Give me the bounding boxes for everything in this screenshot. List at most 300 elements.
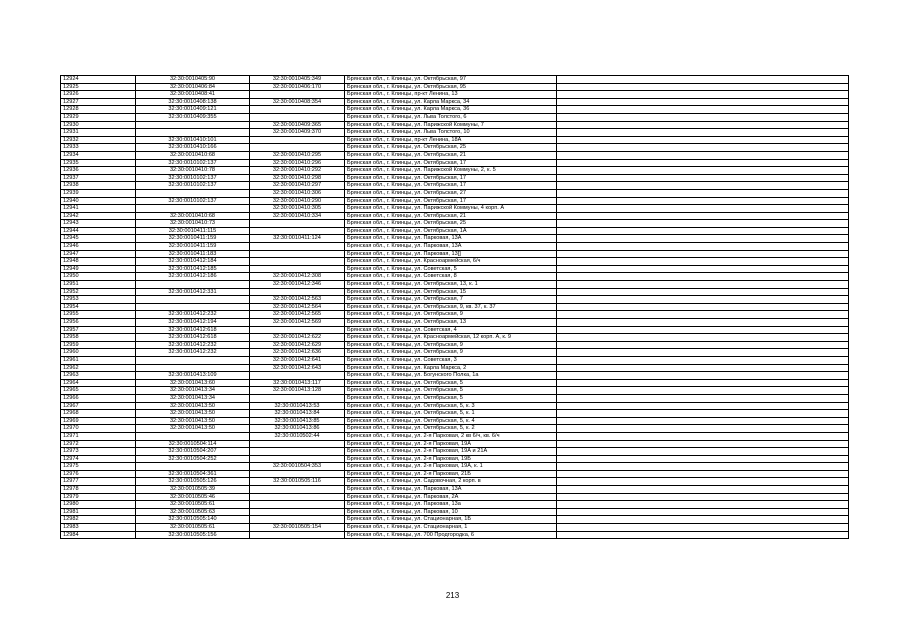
row-number-cell: 12949: [61, 265, 136, 273]
empty-cell: [557, 296, 849, 304]
table-row: [61, 356, 849, 364]
row-number-cell: 12960: [61, 349, 136, 357]
cadastral-parcel-cell: 32:30:0010412:618: [136, 326, 250, 334]
table-row: [61, 402, 849, 410]
cadastral-object-cell: 32:30:0010413:84: [250, 410, 345, 418]
table-row: [61, 91, 849, 99]
table-row: [61, 311, 849, 319]
empty-cell: [557, 493, 849, 501]
table-row: [61, 136, 849, 144]
empty-cell: [557, 470, 849, 478]
table-row: [61, 167, 849, 175]
table-row: [61, 486, 849, 494]
address-cell: Брянская обл., г. Клинцы, ул. Октябрьская, 17: [345, 174, 557, 182]
row-number-cell: 12932: [61, 136, 136, 144]
cadastral-object-cell: 32:30:0010410:296: [250, 159, 345, 167]
row-number-cell: 12954: [61, 303, 136, 311]
cadastral-object-cell: 32:30:0010409:365: [250, 121, 345, 129]
empty-cell: [557, 303, 849, 311]
table-row: [61, 76, 849, 84]
table-row: [61, 197, 849, 205]
cadastral-parcel-cell: 32:30:0010411:159: [136, 243, 250, 251]
cadastral-object-cell: 32:30:0010412:565: [250, 311, 345, 319]
empty-cell: [557, 83, 849, 91]
cadastral-object-cell: 32:30:0010413:128: [250, 387, 345, 395]
table-row: [61, 159, 849, 167]
cadastral-parcel-cell: 32:30:0010409:355: [136, 113, 250, 121]
empty-cell: [557, 129, 849, 137]
table-row: [61, 121, 849, 129]
table-row: [61, 394, 849, 402]
cadastral-parcel-cell: 32:30:0010412:194: [136, 319, 250, 327]
cadastral-object-cell: 32:30:0010410:292: [250, 167, 345, 175]
address-cell: Брянская обл., г. Клинцы, ул. Октябрьская, 25: [345, 220, 557, 228]
cadastral-parcel-cell: 32:30:0010413:50: [136, 410, 250, 418]
cadastral-parcel-cell: 32:30:0010411:115: [136, 227, 250, 235]
row-number-cell: 12962: [61, 364, 136, 372]
row-number-cell: 12979: [61, 493, 136, 501]
cadastral-parcel-cell: 32:30:0010405:90: [136, 76, 250, 84]
cadastral-parcel-cell: 32:30:0010412:232: [136, 349, 250, 357]
empty-cell: [557, 91, 849, 99]
table-row: [61, 326, 849, 334]
address-cell: Брянская обл., г. Клинцы, ул. Октябрьская, 5: [345, 394, 557, 402]
empty-cell: [557, 372, 849, 380]
empty-cell: [557, 159, 849, 167]
table-row: [61, 273, 849, 281]
row-number-cell: 12938: [61, 182, 136, 190]
cadastral-object-cell: [250, 144, 345, 152]
row-number-cell: 12983: [61, 524, 136, 532]
table-row: [61, 463, 849, 471]
row-number-cell: 12936: [61, 167, 136, 175]
cadastral-parcel-cell: 32:30:0010413:34: [136, 387, 250, 395]
cadastral-parcel-cell: 32:30:0010505:63: [136, 508, 250, 516]
row-number-cell: 12934: [61, 151, 136, 159]
address-cell: Брянская обл., г. Клинцы, ул. Октябрьская, 17: [345, 182, 557, 190]
empty-cell: [557, 455, 849, 463]
table-row: [61, 432, 849, 440]
cadastral-object-cell: [250, 227, 345, 235]
cadastral-object-cell: 32:30:0010409:370: [250, 129, 345, 137]
address-cell: Брянская обл., г. Клинцы, ул. Октябрьская, 5, к. 4: [345, 417, 557, 425]
empty-cell: [557, 212, 849, 220]
cadastral-parcel-cell: 32:30:0010406:84: [136, 83, 250, 91]
row-number-cell: 12952: [61, 288, 136, 296]
cadastral-object-cell: 32:30:0010405:349: [250, 76, 345, 84]
empty-cell: [557, 235, 849, 243]
address-cell: Брянская обл., г. Клинцы, ул. Октябрьская, 21: [345, 151, 557, 159]
cadastral-parcel-cell: 32:30:0010411:159: [136, 235, 250, 243]
cadastral-parcel-cell: 32:30:0010412:184: [136, 258, 250, 266]
address-cell: Брянская обл., г. Клинцы, ул. Парковая, 13а: [345, 501, 557, 509]
cadastral-parcel-cell: [136, 205, 250, 213]
cadastral-parcel-cell: 32:30:0010102:137: [136, 159, 250, 167]
empty-cell: [557, 417, 849, 425]
empty-cell: [557, 349, 849, 357]
cadastral-parcel-cell: 32:30:0010504:252: [136, 455, 250, 463]
table-row: [61, 455, 849, 463]
cadastral-parcel-cell: 32:30:0010412:232: [136, 311, 250, 319]
cadastral-object-cell: 32:30:0010412:622: [250, 334, 345, 342]
table-row: [61, 410, 849, 418]
cadastral-parcel-cell: 32:30:0010412:186: [136, 273, 250, 281]
table-row: [61, 174, 849, 182]
table-row: [61, 417, 849, 425]
address-cell: Брянская обл., г. Клинцы, ул. Советская, 8: [345, 273, 557, 281]
empty-cell: [557, 174, 849, 182]
table-row: [61, 144, 849, 152]
empty-cell: [557, 326, 849, 334]
cadastral-object-cell: [250, 455, 345, 463]
cadastral-object-cell: 32:30:0010406:170: [250, 83, 345, 91]
cadastral-object-cell: [250, 448, 345, 456]
address-cell: Брянская обл., г. Клинцы, ул. Октябрьская, 9: [345, 349, 557, 357]
table-row: [61, 319, 849, 327]
address-cell: Брянская обл., г. Клинцы, ул. Парковая, 2А: [345, 493, 557, 501]
empty-cell: [557, 281, 849, 289]
address-cell: Брянская обл., г. Клинцы, ул. Богунского Полка, 1а: [345, 372, 557, 380]
address-cell: Брянская обл., г. Клинцы, ул. Октябрьская, 13: [345, 319, 557, 327]
address-cell: Брянская обл., г. Клинцы, пр-кт Ленина, 13: [345, 91, 557, 99]
address-cell: Брянская обл., г. Клинцы, ул. 2-я Парковая, 2 кв 6/ч, кв. 6/ч: [345, 432, 557, 440]
table-row: [61, 129, 849, 137]
table-row: [61, 113, 849, 121]
cadastral-object-cell: 32:30:0010504:353: [250, 463, 345, 471]
address-cell: Брянская обл., г. Клинцы, ул. Октябрьская, 17: [345, 159, 557, 167]
table-row: [61, 243, 849, 251]
row-number-cell: 12956: [61, 319, 136, 327]
empty-cell: [557, 341, 849, 349]
cadastral-parcel-cell: 32:30:0010505:156: [136, 531, 250, 539]
address-cell: Брянская обл., г. Клинцы, ул. 2-я Парковая, 19А и 21А: [345, 448, 557, 456]
row-number-cell: 12933: [61, 144, 136, 152]
cadastral-object-cell: [250, 470, 345, 478]
table-row: [61, 296, 849, 304]
row-number-cell: 12926: [61, 91, 136, 99]
row-number-cell: 12955: [61, 311, 136, 319]
address-cell: Брянская обл., г. Клинцы, ул. Парижской Коммуны, 7: [345, 121, 557, 129]
cadastral-parcel-cell: 32:30:0010408:138: [136, 98, 250, 106]
cadastral-object-cell: 32:30:0010412:564: [250, 303, 345, 311]
cadastral-object-cell: [250, 486, 345, 494]
cadastral-parcel-cell: [136, 356, 250, 364]
table-row: [61, 189, 849, 197]
address-cell: Брянская обл., г. Клинцы, ул. Советская, 3: [345, 356, 557, 364]
table-row: [61, 379, 849, 387]
row-number-cell: 12964: [61, 379, 136, 387]
address-cell: Брянская обл., г. Клинцы, ул. Садовочная, 2 корп. в: [345, 478, 557, 486]
row-number-cell: 12981: [61, 508, 136, 516]
empty-cell: [557, 364, 849, 372]
table-row: [61, 235, 849, 243]
table-row: [61, 220, 849, 228]
cadastral-parcel-cell: 32:30:0010505:61: [136, 524, 250, 532]
address-cell: Брянская обл., г. Клинцы, ул. Октябрьская, 95: [345, 83, 557, 91]
cadastral-object-cell: 32:30:0010505:154: [250, 524, 345, 532]
row-number-cell: 12958: [61, 334, 136, 342]
cadastral-object-cell: 32:30:0010505:116: [250, 478, 345, 486]
empty-cell: [557, 356, 849, 364]
row-number-cell: 12972: [61, 440, 136, 448]
cadastral-object-cell: [250, 288, 345, 296]
table-row: [61, 265, 849, 273]
row-number-cell: 12942: [61, 212, 136, 220]
address-cell: Брянская обл., г. Клинцы, ул. Октябрьская, 1А: [345, 227, 557, 235]
empty-cell: [557, 189, 849, 197]
address-cell: Брянская обл., г. Клинцы, ул. Октябрьская, 21: [345, 212, 557, 220]
address-cell: Брянская обл., г. Клинцы, ул. Льва Толстого, 10: [345, 129, 557, 137]
cadastral-parcel-cell: [136, 129, 250, 137]
address-cell: Брянская обл., г. Клинцы, ул. Парковая, 10: [345, 508, 557, 516]
empty-cell: [557, 273, 849, 281]
address-cell: Брянская обл., г. Клинцы, ул. Парижской Коммуны, 2, к. 5: [345, 167, 557, 175]
table-row: [61, 531, 849, 539]
cadastral-object-cell: 32:30:0010408:354: [250, 98, 345, 106]
cadastral-parcel-cell: 32:30:0010413:50: [136, 425, 250, 433]
address-cell: Брянская обл., г. Клинцы, ул. 2-я Парковая, 19А, к. 1: [345, 463, 557, 471]
cadastral-parcel-cell: [136, 189, 250, 197]
cadastral-object-cell: [250, 265, 345, 273]
row-number-cell: 12967: [61, 402, 136, 410]
empty-cell: [557, 121, 849, 129]
row-number-cell: 12953: [61, 296, 136, 304]
table-row: [61, 501, 849, 509]
empty-cell: [557, 197, 849, 205]
cadastral-object-cell: 32:30:0010412:563: [250, 296, 345, 304]
row-number-cell: 12970: [61, 425, 136, 433]
row-number-cell: 12965: [61, 387, 136, 395]
register-table: [60, 75, 849, 539]
row-number-cell: 12950: [61, 273, 136, 281]
table-row: [61, 493, 849, 501]
row-number-cell: 12957: [61, 326, 136, 334]
row-number-cell: 12928: [61, 106, 136, 114]
cadastral-object-cell: [250, 531, 345, 539]
empty-cell: [557, 227, 849, 235]
cadastral-parcel-cell: 32:30:0010412:618: [136, 334, 250, 342]
cadastral-object-cell: [250, 258, 345, 266]
cadastral-parcel-cell: 32:30:0010408:41: [136, 91, 250, 99]
empty-cell: [557, 250, 849, 258]
row-number-cell: 12978: [61, 486, 136, 494]
row-number-cell: 12948: [61, 258, 136, 266]
address-cell: Брянская обл., г. Клинцы, ул. Стационарная, 1Б: [345, 516, 557, 524]
cadastral-object-cell: 32:30:0010412:636: [250, 349, 345, 357]
cadastral-object-cell: [250, 394, 345, 402]
address-cell: Брянская обл., г. Клинцы, ул. Советская, 5: [345, 265, 557, 273]
table-row: [61, 349, 849, 357]
cadastral-object-cell: [250, 250, 345, 258]
address-cell: Брянская обл., г. Клинцы, ул. Октябрьская, 13, к. 1: [345, 281, 557, 289]
table-row: [61, 227, 849, 235]
cadastral-object-cell: 32:30:0010412:346: [250, 281, 345, 289]
empty-cell: [557, 425, 849, 433]
address-cell: Брянская обл., г. Клинцы, ул. Стационарная, 1: [345, 524, 557, 532]
cadastral-object-cell: [250, 91, 345, 99]
row-number-cell: 12924: [61, 76, 136, 84]
empty-cell: [557, 144, 849, 152]
table-row: [61, 341, 849, 349]
empty-cell: [557, 486, 849, 494]
cadastral-parcel-cell: 32:30:0010505:39: [136, 486, 250, 494]
table-row: [61, 212, 849, 220]
empty-cell: [557, 76, 849, 84]
address-cell: Брянская обл., г. Клинцы, ул. 2-я Парковая, 19Б: [345, 455, 557, 463]
table-row: [61, 151, 849, 159]
row-number-cell: 12935: [61, 159, 136, 167]
page-number: 213: [445, 591, 460, 600]
address-cell: Брянская обл., г. Клинцы, ул. Карла Маркса, 36: [345, 106, 557, 114]
address-cell: Брянская обл., г. Клинцы, ул. Октябрьская, 5, к. 3: [345, 402, 557, 410]
table-row: [61, 470, 849, 478]
row-number-cell: 12974: [61, 455, 136, 463]
table-row: [61, 387, 849, 395]
cadastral-parcel-cell: 32:30:0010504:361: [136, 470, 250, 478]
table-row: [61, 440, 849, 448]
address-cell: Брянская обл., г. Клинцы, ул. Октябрьская, 5, к. 1: [345, 410, 557, 418]
address-cell: Брянская обл., г. Клинцы, ул. Октябрьская, 9: [345, 341, 557, 349]
cadastral-parcel-cell: 32:30:0010102:137: [136, 197, 250, 205]
cadastral-object-cell: 32:30:0010410:295: [250, 151, 345, 159]
cadastral-object-cell: [250, 220, 345, 228]
cadastral-object-cell: 32:30:0010410:297: [250, 182, 345, 190]
cadastral-parcel-cell: 32:30:0010412:232: [136, 341, 250, 349]
cadastral-parcel-cell: 32:30:0010505:140: [136, 516, 250, 524]
cadastral-object-cell: 32:30:0010410:305: [250, 205, 345, 213]
cadastral-parcel-cell: 32:30:0010504:207: [136, 448, 250, 456]
cadastral-object-cell: 32:30:0010412:569: [250, 319, 345, 327]
empty-cell: [557, 288, 849, 296]
address-cell: Брянская обл., г. Клинцы, ул. Парковая, 13А: [345, 486, 557, 494]
cadastral-object-cell: [250, 508, 345, 516]
empty-cell: [557, 205, 849, 213]
address-cell: Брянская обл., г. Клинцы, ул. Октябрьская, 9, кв. 37, к. 37: [345, 303, 557, 311]
table-row: [61, 364, 849, 372]
cadastral-parcel-cell: 32:30:0010410:166: [136, 144, 250, 152]
empty-cell: [557, 379, 849, 387]
cadastral-object-cell: 32:30:0010413:85: [250, 417, 345, 425]
table-row: [61, 106, 849, 114]
address-cell: Брянская обл., г. Клинцы, ул. Советская, 4: [345, 326, 557, 334]
cadastral-object-cell: 32:30:0010410:298: [250, 174, 345, 182]
empty-cell: [557, 265, 849, 273]
empty-cell: [557, 463, 849, 471]
cadastral-parcel-cell: 32:30:0010410:68: [136, 212, 250, 220]
row-number-cell: 12959: [61, 341, 136, 349]
cadastral-object-cell: [250, 106, 345, 114]
address-cell: Брянская обл., г. Клинцы, ул. Парижской Коммуны, 4 корп. А: [345, 205, 557, 213]
row-number-cell: 12982: [61, 516, 136, 524]
address-cell: Брянская обл., г. Клинцы, ул. Карла Маркса, 2: [345, 364, 557, 372]
address-cell: Брянская обл., г. Клинцы, ул. 2-я Парковая, 21Б: [345, 470, 557, 478]
empty-cell: [557, 151, 849, 159]
empty-cell: [557, 508, 849, 516]
cadastral-parcel-cell: 32:30:0010413:60: [136, 379, 250, 387]
row-number-cell: 12941: [61, 205, 136, 213]
table-row: [61, 98, 849, 106]
empty-cell: [557, 243, 849, 251]
cadastral-object-cell: 32:30:0010410:290: [250, 197, 345, 205]
row-number-cell: 12969: [61, 417, 136, 425]
address-cell: Брянская обл., г. Клинцы, ул. Октябрьская, 97: [345, 76, 557, 84]
table-row: [61, 516, 849, 524]
table-row: [61, 288, 849, 296]
empty-cell: [557, 501, 849, 509]
row-number-cell: 12968: [61, 410, 136, 418]
row-number-cell: 12963: [61, 372, 136, 380]
empty-cell: [557, 113, 849, 121]
empty-cell: [557, 531, 849, 539]
cadastral-parcel-cell: 32:30:0010102:137: [136, 174, 250, 182]
row-number-cell: 12939: [61, 189, 136, 197]
cadastral-object-cell: [250, 243, 345, 251]
table-row: [61, 478, 849, 486]
cadastral-parcel-cell: 32:30:0010411:183: [136, 250, 250, 258]
empty-cell: [557, 182, 849, 190]
address-cell: Брянская обл., г. Клинцы, ул. Октябрьская, 9: [345, 311, 557, 319]
address-cell: Брянская обл., г. Клинцы, ул. Льва Толстого, 6: [345, 113, 557, 121]
cadastral-object-cell: 32:30:0010413:117: [250, 379, 345, 387]
cadastral-parcel-cell: 32:30:0010504:114: [136, 440, 250, 448]
cadastral-object-cell: [250, 113, 345, 121]
address-cell: Брянская обл., г. Клинцы, ул. Октябрьская, 27: [345, 189, 557, 197]
row-number-cell: 12929: [61, 113, 136, 121]
cadastral-parcel-cell: [136, 364, 250, 372]
table-row: [61, 524, 849, 532]
empty-cell: [557, 440, 849, 448]
address-cell: Брянская обл., г. Клинцы, ул. Карла Маркса, 34: [345, 98, 557, 106]
address-cell: Брянская обл., г. Клинцы, ул. Октябрьская, 17: [345, 197, 557, 205]
table-row: [61, 205, 849, 213]
table-row: [61, 425, 849, 433]
row-number-cell: 12927: [61, 98, 136, 106]
table-row: [61, 303, 849, 311]
table-row: [61, 508, 849, 516]
cadastral-object-cell: 32:30:0010502:44: [250, 432, 345, 440]
cadastral-parcel-cell: 32:30:0010505:61: [136, 501, 250, 509]
cadastral-parcel-cell: 32:30:0010410:78: [136, 167, 250, 175]
cadastral-object-cell: 32:30:0010410:334: [250, 212, 345, 220]
address-cell: Брянская обл., г. Клинцы, ул. Октябрьская, 15: [345, 288, 557, 296]
cadastral-object-cell: 32:30:0010412:643: [250, 364, 345, 372]
register-table-body: [61, 76, 849, 539]
cadastral-object-cell: 32:30:0010412:308: [250, 273, 345, 281]
cadastral-parcel-cell: 32:30:0010505:46: [136, 493, 250, 501]
cadastral-parcel-cell: 32:30:0010410:68: [136, 151, 250, 159]
empty-cell: [557, 394, 849, 402]
empty-cell: [557, 387, 849, 395]
cadastral-object-cell: [250, 326, 345, 334]
empty-cell: [557, 432, 849, 440]
address-cell: Брянская обл., г. Клинцы, ул. 700 Продгородка, 6: [345, 531, 557, 539]
address-cell: Брянская обл., г. Клинцы, ул. Октябрьская, 5: [345, 379, 557, 387]
row-number-cell: 12973: [61, 448, 136, 456]
empty-cell: [557, 410, 849, 418]
empty-cell: [557, 524, 849, 532]
empty-cell: [557, 448, 849, 456]
cadastral-parcel-cell: 32:30:0010409:121: [136, 106, 250, 114]
row-number-cell: 12961: [61, 356, 136, 364]
cadastral-object-cell: [250, 501, 345, 509]
cadastral-parcel-cell: [136, 432, 250, 440]
row-number-cell: 12943: [61, 220, 136, 228]
table-row: [61, 83, 849, 91]
cadastral-parcel-cell: [136, 303, 250, 311]
address-cell: Брянская обл., г. Клинцы, ул. Парковая, 13А: [345, 235, 557, 243]
table-row: [61, 448, 849, 456]
empty-cell: [557, 311, 849, 319]
